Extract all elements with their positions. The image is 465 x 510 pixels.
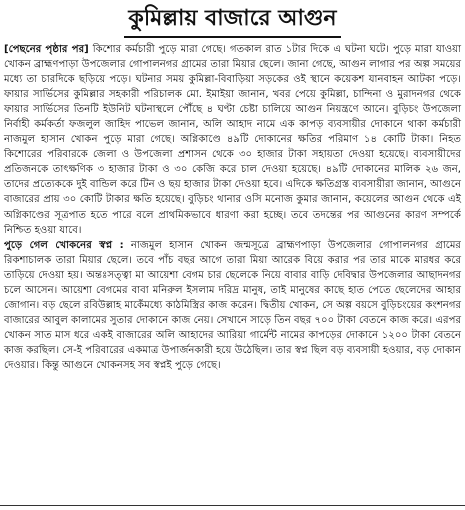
paragraph-2-text: নাজমুল হাসান খোকন জন্মসূত্রে ব্রাহ্মণপাড়া উপজেলার গোপালনগর গ্রামের রিকশাচালক তারা মিয়ার ছেলে। তবে পাঁচ বছর আগে তারা মিয়া আরেক বিয়ে করার পর তার মাকে মারধর করে তাড়িয়ে দেওয়া হয়। অন্তঃসত্ত্বা মা আয়েশা বেগম চার ছেলেকে নিয়ে বাবার বাড়ি দেবিদ্বার উপজেলার আছাদনগর চলে আসেন। আয়েশা বেগমের বাবা মনিরুল ইসলাম দরিদ্র মানুষ, তাই মানুষের কাছে হাত পেতে ছেলেদের আহার জোগান। বড় ছেলে রবিউল্লাহ মাকেঁমধ্যে কাঠমিস্ত্রির কাজ করেন। দ্বিতীয় খোকন, সে অল্প বয়সে বুড়িচংয়ের কংশনগর বাজারের আবুল কালামের সুতার দোকানে কাজ নেয়। সেখানে সাড়ে তিন বছর ৭০০ টাকা বেতনে কাজ করে। এরপর খোকন সাত মাস ধরে একই বাজারের অলি আহাদের আরিয়া গার্মেন্ট নামের কাপড়ের দোকানে ১২০০ টাকা বেতনে কাজ করছিল। সে-ই পরিবারের একমাত্র উপার্জনকারী হয়ে উঠেছিল। তার স্বপ্ন ছিল বড় ব্যবসায়ী হওয়ার, বড় দোকান দেওয়ার। কিন্তু আগুনে খোকনসহ সব স্বপ্নই পুড়ে গেছে। — [4, 239, 461, 371]
article-body — [4, 42, 461, 373]
paragraph-1 — [4, 42, 461, 238]
subhead: পুড়ে গেল খোকনের স্বপ্ন : — [4, 239, 124, 251]
paragraph-1-text: কিশোর কর্মচারী পুড়ে মারা গেছে। গতকাল রাত ১টার দিকে এ ঘটনা ঘটে। পুড়ে মারা যাওয়া খোকন ব্রাহ্মণপাড়া উপজেলার গোপালনগর গ্রামের তারা মিয়ার ছেলে। জানা গেছে, আগুন লাগার পর অল্প সময়ের মধ্যে তা চারদিকে ছড়িয়ে পড়ে। ঘটনার সময় কুমিল্লা-বিবাড়িয়া সড়কের ওই স্থানে কয়েকশ যানবাহন আটকা পড়ে। ফায়ার সার্ভিসের কুমিল্লার সহকারী পরিচালক মো. ইমাইয়া জানান, খবর পেয়ে কুমিল্লা, চান্দিনা ও মুরাদনগর থেকে ফায়ার সার্ভিসের তিনটি ইউনিট ঘটনাস্থলে পৌঁছে ৪ ঘণ্টা চেষ্টা চালিয়ে আগুন নিয়ন্ত্রণে আনে। বুড়িচং উপজেলা নির্বাহী কর্মকর্তা ফজলুল জাহিদ পাভেল জানান, অলি আহাদ নামে এক কাপড় ব্যবসায়ীর দোকানে থাকা কর্মচারী নাজমুল হাসান খোকন পুড়ে মারা গেছে। অগ্নিকাণ্ডে ৪৯টি দোকানের ক্ষতির পরিমাণ ১৪ কোটি টাকা। নিহত কিশোরের পরিবারকে জেলা ও উপজেলা প্রশাসন থেকে ৩০ হাজার টাকা সহায়তা দেওয়া হয়েছে। ব্যবসায়ীদের প্রতিজনকে তাৎক্ষণিক ৩ হাজার টাকা ও ৩০ কেজি করে চাল দেওয়া হয়েছে। ৪৯টি দোকানের মালিক ২৬ জন, তাদের প্রত্যেককে দুই বান্ডিল করে টিন ও ছয় হাজার টাকা দেওয়া হবে। এদিকে ক্ষতিগ্রস্ত ব্যবসায়ীরা জানান, আগুনে বাজারের প্রায় ৩০ কোটি টাকার ক্ষতি হয়েছে। বুড়িচং থানার ওসি মনোজ কুমার জানান, কয়েলের আগুন থেকে এই অগ্নিকাণ্ডের সূত্রপাত হতে পারে বলে প্রাথমিকভাবে ধারণা করা হচ্ছে। তবে তদন্তের পর আগুনের কারণ সম্পর্কে নিশ্চিত হওয়া যাবে। — [4, 44, 462, 236]
continuation-tag: [পেছনের পৃষ্ঠার পর] — [4, 44, 89, 55]
bottom-rule — [0, 505, 465, 506]
headline: কুমিল্লায় বাজারে আগুন — [124, 2, 340, 38]
paragraph-2 — [4, 238, 461, 373]
headline-wrap — [4, 0, 461, 42]
